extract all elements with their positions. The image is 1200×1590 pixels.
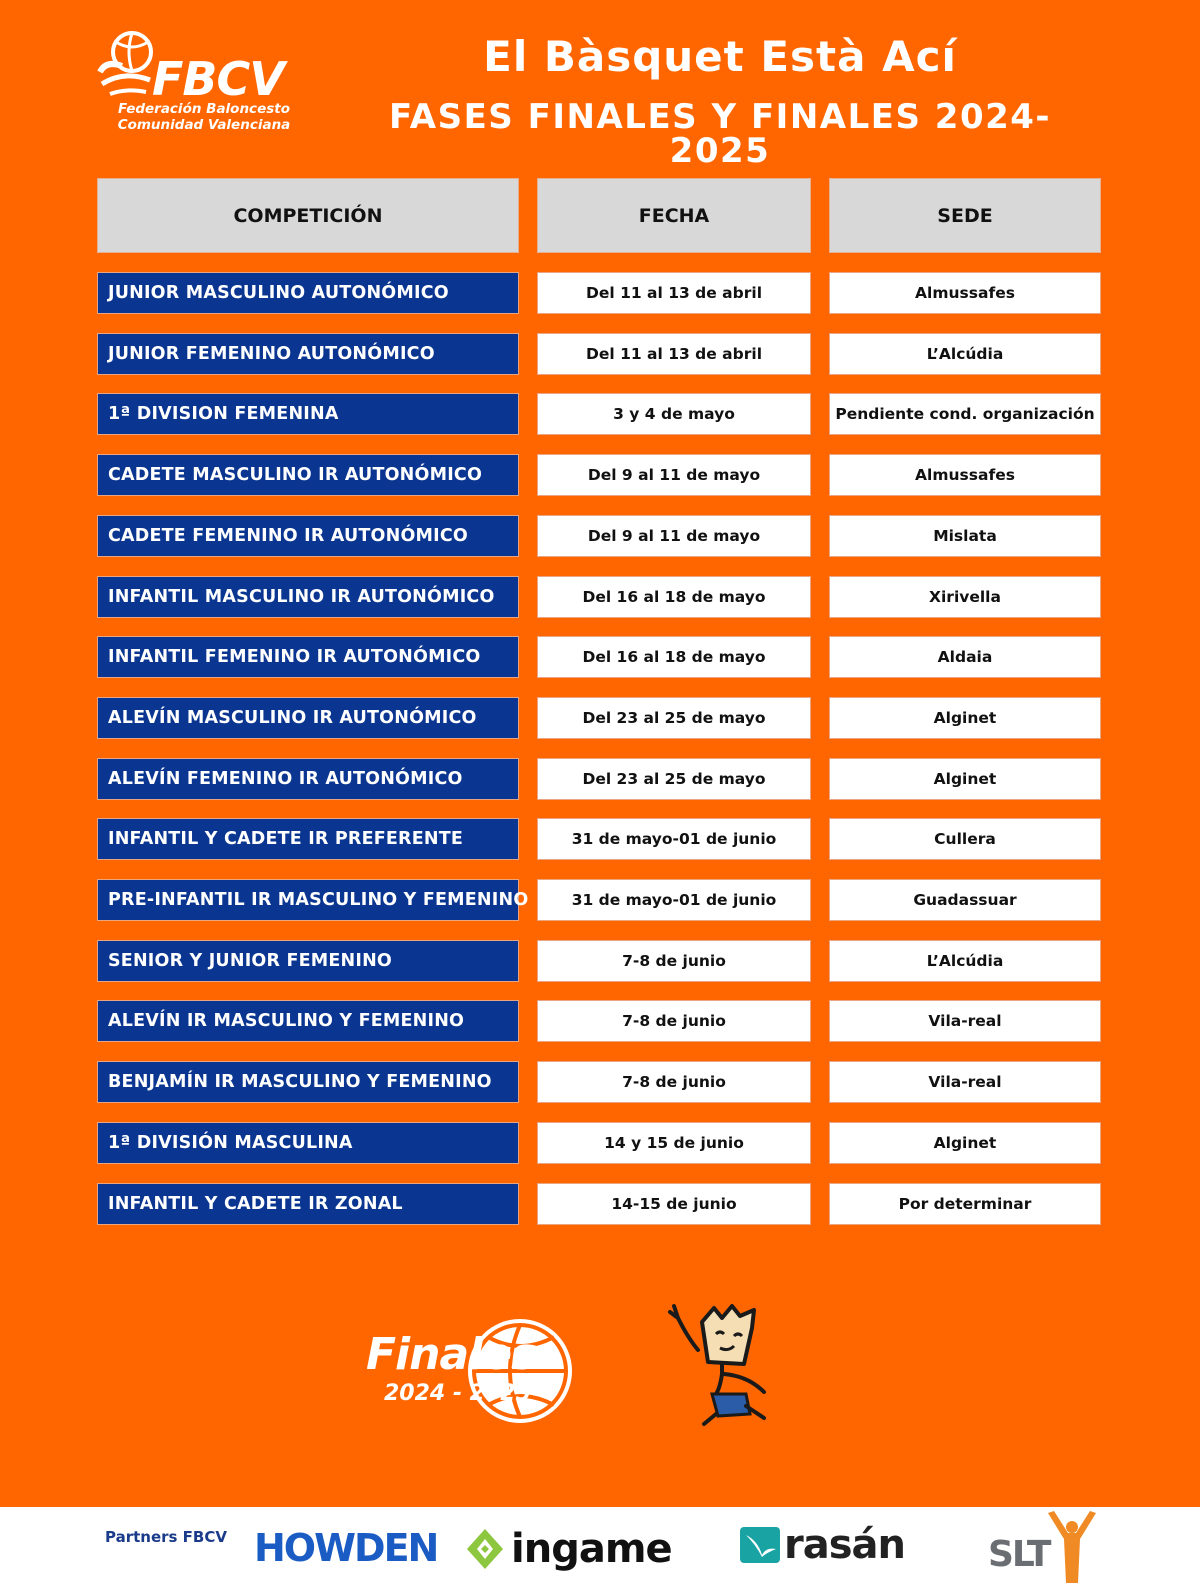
date-cell: Del 23 al 25 de mayo	[537, 758, 811, 800]
venue-cell: L’Alcúdia	[829, 333, 1101, 375]
table-row	[0, 940, 1200, 982]
table-row	[0, 393, 1200, 435]
mascot-character-icon	[668, 1298, 788, 1432]
table-row	[0, 333, 1200, 375]
partner-slt-name: SLT	[988, 1534, 1050, 1575]
page-title: El Bàsquet Està Ací	[483, 32, 957, 81]
partner-ingame-logo	[465, 1521, 672, 1577]
partners-label: Partners FBCV	[105, 1528, 227, 1546]
competition-cell: INFANTIL Y CADETE IR PREFERENTE	[97, 818, 519, 860]
venue-cell: Xirivella	[829, 576, 1101, 618]
venue-cell: Por determinar	[829, 1183, 1101, 1225]
table-row	[0, 1122, 1200, 1164]
date-cell: Del 23 al 25 de mayo	[537, 697, 811, 739]
venue-cell: Vila-real	[829, 1000, 1101, 1042]
date-cell: Del 9 al 11 de mayo	[537, 515, 811, 557]
finales-years: 2024 - 2025	[384, 1381, 531, 1406]
competition-cell: SENIOR Y JUNIOR FEMENINO	[97, 940, 519, 982]
venue-cell: Pendiente cond. organización	[829, 393, 1101, 435]
table-row	[0, 1000, 1200, 1042]
venue-cell: Aldaia	[829, 636, 1101, 678]
competition-cell: JUNIOR FEMENINO AUTONÓMICO	[97, 333, 519, 375]
table-row	[0, 879, 1200, 921]
competition-cell: INFANTIL FEMENINO IR AUTONÓMICO	[97, 636, 519, 678]
venue-cell: Guadassuar	[829, 879, 1101, 921]
partner-howden-logo: HOWDEN	[254, 1526, 438, 1570]
rasan-bird-icon	[740, 1527, 780, 1563]
venue-cell: Alginet	[829, 1122, 1101, 1164]
date-cell: Del 16 al 18 de mayo	[537, 636, 811, 678]
venue-cell: L’Alcúdia	[829, 940, 1101, 982]
competition-cell: INFANTIL Y CADETE IR ZONAL	[97, 1183, 519, 1225]
competition-cell: CADETE FEMENINO IR AUTONÓMICO	[97, 515, 519, 557]
date-cell: 14-15 de junio	[537, 1183, 811, 1225]
partner-ingame-name: ingame	[511, 1526, 672, 1572]
table-row	[0, 1061, 1200, 1103]
partner-rasan-logo	[740, 1522, 905, 1568]
partners-footer	[0, 1507, 1200, 1590]
competition-cell: PRE-INFANTIL IR MASCULINO Y FEMENINO	[97, 879, 519, 921]
venue-cell: Vila-real	[829, 1061, 1101, 1103]
partner-rasan-name: rasán	[784, 1522, 905, 1568]
venue-cell: Alginet	[829, 758, 1101, 800]
competition-cell: INFANTIL MASCULINO IR AUTONÓMICO	[97, 576, 519, 618]
table-row	[0, 697, 1200, 739]
table-row	[0, 758, 1200, 800]
competition-cell: 1ª DIVISIÓN MASCULINA	[97, 1122, 519, 1164]
logo-line-1: Federación Baloncesto	[118, 101, 290, 117]
date-cell: 7-8 de junio	[537, 1000, 811, 1042]
finales-logo	[360, 1315, 620, 1430]
column-header-competition: COMPETICIÓN	[97, 178, 519, 253]
table-row	[0, 272, 1200, 314]
date-cell: 31 de mayo-01 de junio	[537, 818, 811, 860]
partner-slt-logo	[988, 1507, 1108, 1587]
date-cell: Del 16 al 18 de mayo	[537, 576, 811, 618]
slt-person-icon	[1044, 1509, 1100, 1585]
date-cell: 7-8 de junio	[537, 940, 811, 982]
venue-cell: Almussafes	[829, 272, 1101, 314]
venue-cell: Cullera	[829, 818, 1101, 860]
competition-cell: ALEVÍN FEMENINO IR AUTONÓMICO	[97, 758, 519, 800]
date-cell: 14 y 15 de junio	[537, 1122, 811, 1164]
competition-cell: BENJAMÍN IR MASCULINO Y FEMENINO	[97, 1061, 519, 1103]
venue-cell: Almussafes	[829, 454, 1101, 496]
table-row	[0, 576, 1200, 618]
logo-acronym: FBCV	[152, 52, 284, 106]
date-cell: 3 y 4 de mayo	[537, 393, 811, 435]
table-row	[0, 1183, 1200, 1225]
date-cell: Del 11 al 13 de abril	[537, 272, 811, 314]
table-row	[0, 818, 1200, 860]
table-row	[0, 636, 1200, 678]
venue-cell: Alginet	[829, 697, 1101, 739]
date-cell: Del 11 al 13 de abril	[537, 333, 811, 375]
column-header-venue: SEDE	[829, 178, 1101, 253]
date-cell: 7-8 de junio	[537, 1061, 811, 1103]
competition-cell: JUNIOR MASCULINO AUTONÓMICO	[97, 272, 519, 314]
table-row	[0, 454, 1200, 496]
column-header-date: FECHA	[537, 178, 811, 253]
table-row	[0, 515, 1200, 557]
page-subtitle: FASES FINALES Y FINALES 2024-2025	[388, 97, 1052, 171]
competition-cell: ALEVÍN MASCULINO IR AUTONÓMICO	[97, 697, 519, 739]
competition-cell: 1ª DIVISION FEMENINA	[97, 393, 519, 435]
logo-line-2: Comunidad Valenciana	[117, 117, 291, 133]
date-cell: 31 de mayo-01 de junio	[537, 879, 811, 921]
finales-word: Finales	[366, 1329, 537, 1380]
fbcv-logo	[96, 30, 306, 138]
ingame-diamond-icon	[465, 1527, 505, 1571]
date-cell: Del 9 al 11 de mayo	[537, 454, 811, 496]
venue-cell: Mislata	[829, 515, 1101, 557]
competition-cell: CADETE MASCULINO IR AUTONÓMICO	[97, 454, 519, 496]
competition-cell: ALEVÍN IR MASCULINO Y FEMENINO	[97, 1000, 519, 1042]
